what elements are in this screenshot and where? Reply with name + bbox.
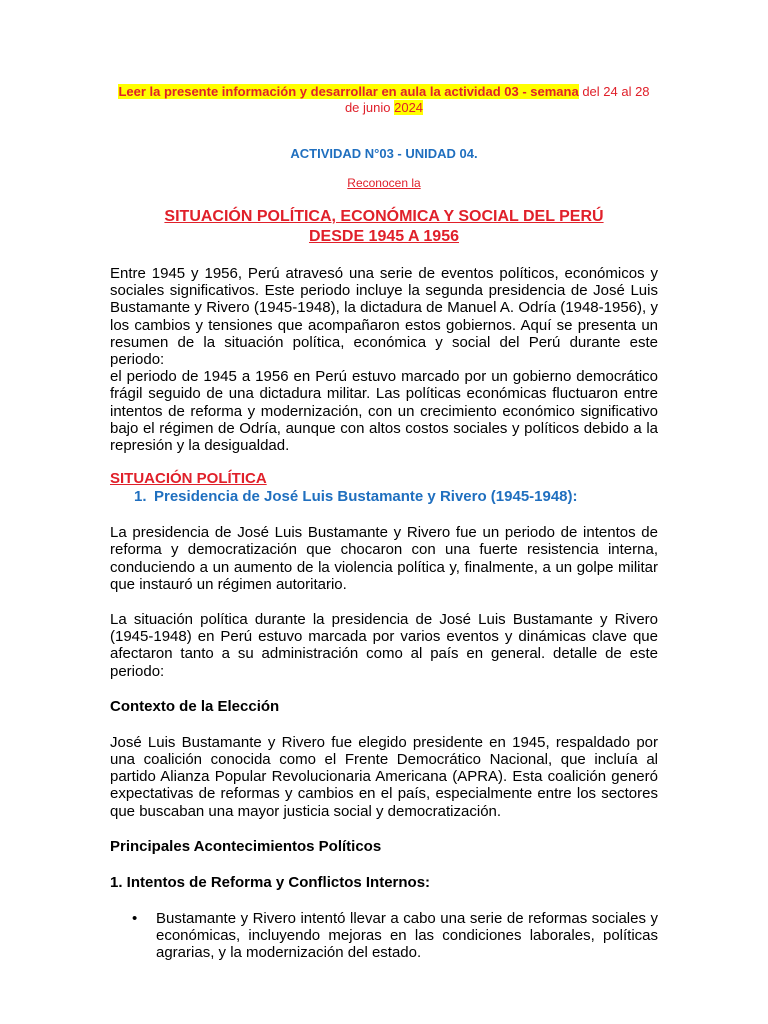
document-page bbox=[110, 84, 658, 961]
notice-instruction: Leer la presente información y desarrollar en aula la actividad 03 - semana bbox=[118, 84, 579, 99]
numbered-heading bbox=[134, 488, 658, 506]
bullet-icon: • bbox=[132, 909, 138, 927]
numbered-heading-text: Presidencia de José Luis Bustamante y Rivero (1945-1948): bbox=[154, 488, 578, 506]
paragraph-presidency-summary: La presidencia de José Luis Bustamante y Rivero fue un periodo de intentos de reforma y democratización que chocaron con una fuerte resistencia interna, conduciendo a un aumento de la violencia política y, finalmente, a un golpe militar que instauró un régimen autoritario. bbox=[110, 524, 658, 593]
bullet-list bbox=[110, 910, 658, 962]
list-item-text: Bustamante y Rivero intentó llevar a cabo una serie de reformas sociales y económicas, incluyendo mejoras en las condiciones laborales, políticas agrarias, y la modernización del estado. bbox=[156, 909, 658, 962]
activity-notice bbox=[110, 84, 658, 116]
list-item bbox=[110, 910, 658, 962]
intro-paragraph-1: Entre 1945 y 1956, Perú atravesó una serie de eventos políticos, económicos y sociales significativos. Este periodo incluye la segunda presidencia de José Luis Bustamante y Rivero (1945-1948), la dictadura de Manuel A. Odría (1948-1956), y los cambios y tensiones que acompañaron estos gobiernos. Aquí se presenta un resumen de la situación política, económica y social del Perú durante este periodo: bbox=[110, 265, 658, 369]
main-title-line-2: DESDE 1945 A 1956 bbox=[308, 228, 459, 245]
paragraph-election-context: José Luis Bustamante y Rivero fue elegido presidente en 1945, respaldado por una coalición conocida como el Frente Democrático Nacional, que incluía al partido Alianza Popular Revolucionaria Americana (APRA). Esta coalición generó expectativas de reformas y cambios en el país, especialmente entre los sectores que buscaban una mayor justicia social y democratización. bbox=[110, 733, 658, 820]
main-title bbox=[110, 207, 658, 247]
events-heading: Principales Acontecimientos Políticos bbox=[110, 837, 382, 855]
reform-heading: 1. Intentos de Reforma y Conflictos Internos: bbox=[110, 873, 431, 891]
numbered-heading-number: 1. bbox=[134, 488, 147, 506]
paragraph-political-situation: La situación política durante la presidencia de José Luis Bustamante y Rivero (1945-1948) en Perú estuvo marcada por varios eventos y dinámicas clave que afectaron tanto a su administración como al país en general. detalle de este periodo: bbox=[110, 611, 658, 680]
recognize-label: Reconocen la bbox=[347, 176, 421, 190]
activity-label: ACTIVIDAD N°03 - UNIDAD 04. bbox=[290, 146, 478, 161]
context-heading: Contexto de la Elección bbox=[110, 697, 280, 715]
main-title-line-1: SITUACIÓN POLÍTICA, ECONÓMICA Y SOCIAL DEL PERÚ bbox=[164, 208, 604, 225]
notice-dates: del 24 al 28 de junio bbox=[344, 84, 650, 115]
notice-year: 2024 bbox=[394, 100, 424, 115]
section-title: SITUACIÓN POLÍTICA bbox=[110, 470, 267, 488]
intro-paragraph-2: el periodo de 1945 a 1956 en Perú estuvo marcado por un gobierno democrático frágil seguido de una dictadura militar. Las políticas económicas fluctuaron entre intentos de reforma y modernización, con un crecimiento económico significativo bajo el régimen de Odría, aunque con altos costos sociales y políticos debido a la represión y la desigualdad. bbox=[110, 368, 658, 455]
